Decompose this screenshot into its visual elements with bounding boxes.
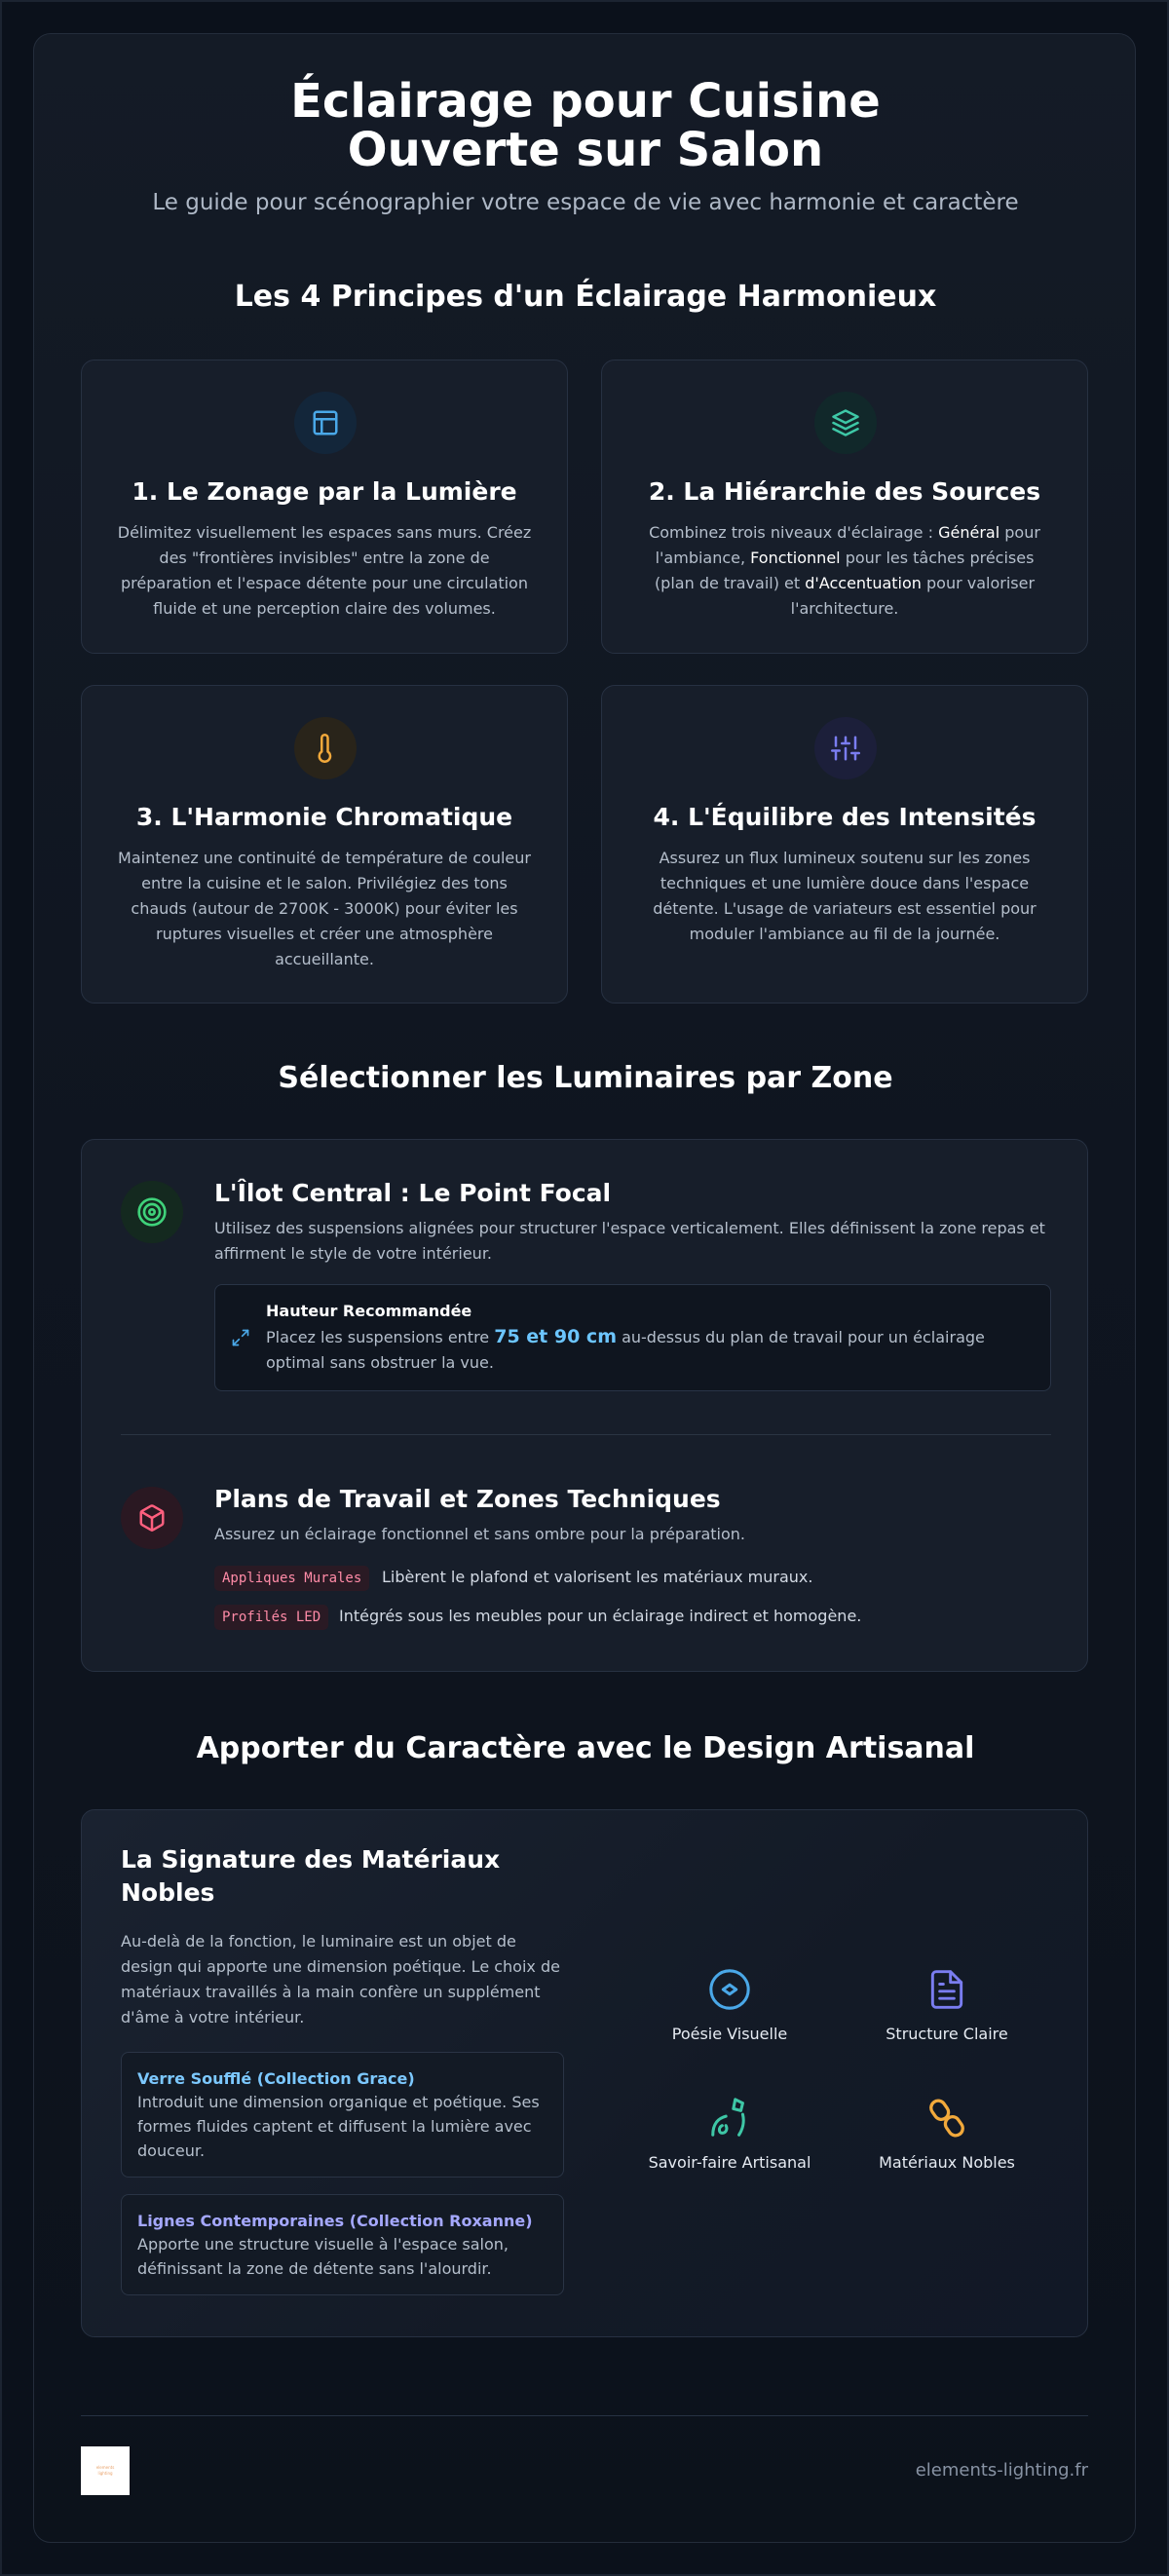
principle-card-zonage <box>81 360 568 654</box>
island-text: Utilisez des suspensions alignées pour structurer l'espace verticalement. Elles définissent la zone repas et affirment le style de votre intérieur. <box>214 1219 1045 1263</box>
leaf-icon <box>632 2095 827 2141</box>
principle-text: Délimitez visuellement les espaces sans murs. Créez des "frontières invisibles" entre la zone de préparation et l'espace détente pour une circulation fluide et une perception claire des volumes. <box>117 523 532 618</box>
zone-divider <box>121 1434 1051 1435</box>
highlight-general: Général <box>938 523 1000 542</box>
text-part: pour les tâches précises (plan de travail) et <box>654 549 1035 592</box>
collection-grace <box>121 2052 564 2178</box>
tag-appliques: Appliques Murales <box>214 1566 369 1591</box>
principle-text <box>635 520 1054 622</box>
zones-section-title: Sélectionner les Luminaires par Zone <box>278 1061 893 1095</box>
principle-title: 1. Le Zonage par la Lumière <box>132 477 517 506</box>
brand-logo: elements lighting <box>81 2446 130 2495</box>
page-title: Éclairage pour Cuisine Ouverte sur Salon <box>290 74 881 177</box>
footer-divider <box>81 2415 1088 2416</box>
artisan-title: La Signature des Matériaux Nobles <box>121 1845 501 1907</box>
link-icon <box>849 2095 1044 2141</box>
eye-circle-icon <box>632 1966 827 2013</box>
principle-card-hierarchie <box>601 360 1088 654</box>
expand-icon <box>231 1328 250 1347</box>
layers-icon <box>814 392 877 454</box>
website-link[interactable]: elements-lighting.fr <box>915 2460 1088 2481</box>
text-part: pour l'ambiance, <box>655 523 1040 567</box>
collection-name: Verre Soufflé (Collection Grace) <box>137 2069 415 2088</box>
tag-description: Libèrent le plafond et valorisent les matériaux muraux. <box>382 1568 813 1586</box>
document-icon <box>849 1966 1044 2013</box>
principle-text: Assurez un flux lumineux soutenu sur les zones techniques et une lumière douce dans l'espace détente. L'usage de variateurs est essentiel pour moduler l'ambiance au fil de la journée. <box>653 849 1037 943</box>
tag-profiles-led: Profilés LED <box>214 1605 328 1630</box>
highlight-accentuation: d'Accentuation <box>805 574 922 592</box>
feature-label: Matériaux Nobles <box>879 2153 1015 2172</box>
collection-text: Apporte une structure visuelle à l'espace salon, définissant la zone de détente sans l'alourdir. <box>137 2235 509 2278</box>
collection-text: Introduit une dimension organique et poétique. Ses formes fluides captent et diffusent la lumière avec douceur. <box>137 2093 540 2160</box>
recommended-height-text <box>266 1324 1011 1376</box>
artisan-section-title: Apporter du Caractère avec le Design Artisanal <box>196 1731 975 1765</box>
principle-text: Maintenez une continuité de température de couleur entre la cuisine et le salon. Privilégiez des tons chauds (autour de 2700K - 3000K) pour éviter les ruptures visuelles et créer une atmosphère accueillante. <box>118 849 531 968</box>
text-part: pour valoriser l'architecture. <box>790 574 1036 618</box>
artisan-text: Au-delà de la fonction, le luminaire est un objet de design qui apporte une dimension poétique. Le choix de matériaux travaillés à la main confère un supplément d'âme à votre intérieur. <box>121 1932 560 2027</box>
work-text: Assurez un éclairage fonctionnel et sans ombre pour la préparation. <box>214 1525 745 1543</box>
feature-label: Poésie Visuelle <box>671 2025 788 2043</box>
height-value: 75 et 90 cm <box>494 1326 617 1347</box>
principle-title: 2. La Hiérarchie des Sources <box>648 477 1041 506</box>
tag-description: Intégrés sous les meubles pour un éclairage indirect et homogène. <box>339 1607 862 1625</box>
principle-card-equilibre <box>601 685 1088 1004</box>
layout-icon <box>294 392 357 454</box>
zones-panel <box>81 1139 1088 1672</box>
principle-title: 4. L'Équilibre des Intensités <box>653 803 1037 831</box>
feature-label: Savoir-faire Artisanal <box>648 2153 811 2172</box>
principle-title: 3. L'Harmonie Chromatique <box>135 803 513 831</box>
island-title: L'Îlot Central : Le Point Focal <box>214 1179 612 1207</box>
box-icon <box>121 1487 183 1549</box>
recommended-height-box <box>214 1284 1051 1391</box>
feature-materiaux <box>849 2095 1044 2172</box>
text-part: Combinez trois niveaux d'éclairage : <box>649 523 939 542</box>
feature-poesie <box>632 1966 827 2043</box>
sliders-icon <box>814 717 877 779</box>
feature-label: Structure Claire <box>886 2025 1008 2043</box>
principle-card-harmonie <box>81 685 568 1004</box>
principles-section-title: Les 4 Principes d'un Éclairage Harmonieux <box>234 280 937 314</box>
infographic-sheet <box>33 33 1136 2543</box>
work-title: Plans de Travail et Zones Techniques <box>214 1485 721 1513</box>
text-part: Placez les suspensions entre <box>266 1328 495 1346</box>
highlight-fonctionnel: Fonctionnel <box>750 549 841 567</box>
text-part: au-dessus du plan de travail pour un éclairage optimal sans obstruer la vue. <box>266 1328 985 1372</box>
artisan-panel <box>81 1809 1088 2337</box>
thermometer-icon <box>294 717 357 779</box>
collection-name: Lignes Contemporaines (Collection Roxanne) <box>137 2212 533 2230</box>
feature-savoir-faire <box>632 2095 827 2172</box>
collection-roxanne <box>121 2194 564 2295</box>
target-icon <box>121 1181 183 1243</box>
page-subtitle: Le guide pour scénographier votre espace de vie avec harmonie et caractère <box>152 190 1019 215</box>
recommended-height-title: Hauteur Recommandée <box>266 1302 472 1320</box>
feature-structure <box>849 1966 1044 2043</box>
